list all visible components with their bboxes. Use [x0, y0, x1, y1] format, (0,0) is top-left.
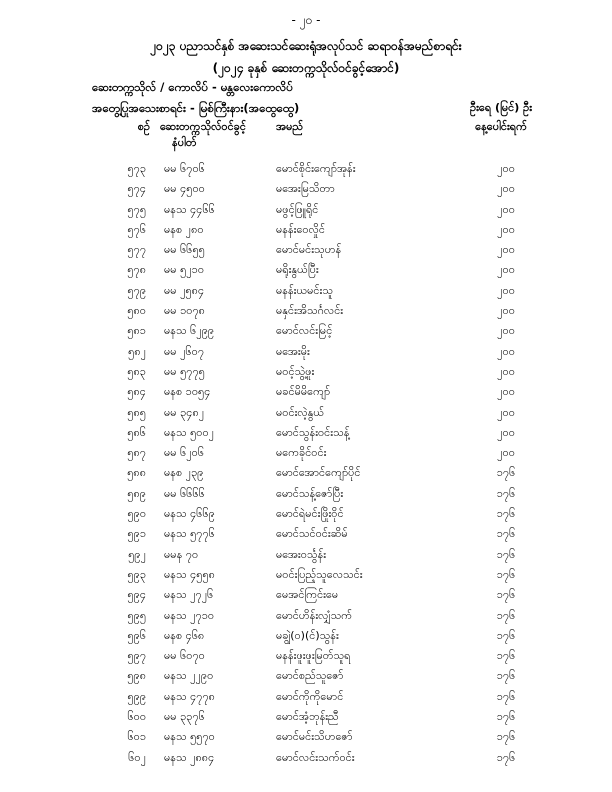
table-row: [0, 203, 612, 223]
row-registration: မနစ ၂၈၀: [164, 222, 204, 236]
table-row: [0, 629, 612, 649]
row-number: ၅၉၇: [127, 649, 146, 663]
row-name: မောင်ဟိန်းလျှံသက်: [276, 608, 353, 622]
row-number: ၆၀၂: [128, 750, 146, 764]
table-row: [0, 426, 612, 446]
row-number: ၅၉၄: [127, 588, 146, 602]
row-days: ၁၇၆: [496, 649, 516, 663]
row-name: မောင်သင်ဝင်းဆိမ်: [276, 527, 348, 541]
department-line: ဆေးတက္ကသိုလ် / ကောလိပ် - မန္တလေးကောလိပ်: [92, 80, 293, 94]
page-number: - ၂၀ -: [291, 13, 321, 27]
row-name: မဝင်းလဲ့နွယ်: [276, 405, 325, 419]
row-number: ၅၉၈: [127, 669, 146, 683]
table-row: [0, 730, 612, 750]
row-days: ၂၀၀: [497, 364, 515, 378]
row-registration: မမ ၁၀၇၈: [164, 304, 205, 318]
row-number: ၅၉၂: [128, 547, 146, 561]
table-row: [0, 609, 612, 629]
row-registration: မနသ ၆၂၉၉: [164, 324, 215, 338]
row-registration: မမ ၃၃၇၆: [164, 710, 205, 724]
row-days: ၁၇၆: [496, 466, 516, 480]
row-name: မောင်သွန်းဝင်းသန့်: [276, 425, 350, 439]
row-number: ၅၈၃: [127, 364, 146, 378]
table-body: [0, 162, 612, 771]
row-registration: မနစ ၄၆၈: [164, 628, 205, 642]
row-number: ၅၇၄: [127, 182, 146, 196]
row-days: ၁၇၆: [496, 486, 516, 500]
row-name: မနှင်းအိသင်္ဂလင်း: [276, 304, 344, 318]
row-name: မောင်ရဲမင်းဖြိုးဝိုင်: [276, 507, 344, 521]
row-days: ၂၀၀: [497, 344, 515, 358]
row-days: ၁၇၆: [496, 669, 516, 683]
row-name: မခင်မိမိကျော်: [276, 385, 331, 399]
row-days: ၂၀၀: [497, 162, 515, 175]
row-name: မဖွင့်ဖြူရိုင်: [276, 202, 319, 216]
row-registration: မနစ ၂၃၉: [164, 466, 204, 480]
row-days: ၁၇၆: [496, 628, 516, 642]
row-days: ၂၀၀: [497, 182, 515, 196]
row-registration: မမ ၂၅၈၄: [164, 283, 205, 297]
row-days: ၁၇၆: [496, 547, 516, 561]
row-name: မောင်လင်းမြင့်: [276, 324, 333, 338]
row-number: ၅၇၉: [127, 283, 146, 297]
row-number: ၅၇၈: [127, 263, 146, 277]
row-name: မောင်အံ့ဘုန်းညီ: [276, 710, 339, 724]
row-number: ၅၈၀: [127, 304, 146, 318]
row-number: ၅၇၇: [127, 243, 146, 257]
table-row: [0, 588, 612, 608]
row-name: မေအင်ကြင်းမေ: [276, 588, 339, 602]
table-row: [0, 324, 612, 344]
row-days: ၂၀၀: [497, 202, 515, 216]
table-row: [0, 710, 612, 730]
row-days: ၂၀၀: [497, 263, 515, 277]
table-row: [0, 406, 612, 426]
table-row: [0, 263, 612, 283]
row-registration: မနသ ၂၈၈၄: [164, 750, 215, 764]
row-number: ၅၉၆: [127, 628, 146, 642]
row-number: ၅၇၅: [127, 202, 146, 216]
row-number: ၆၀၁: [127, 730, 146, 744]
row-number: ၅၇၆: [127, 222, 146, 236]
row-name: မကေခိုင်ဝင်း: [276, 446, 327, 460]
row-name: မနန်းဖူးဖူးမြတ်သူရ: [276, 649, 351, 663]
table-row: [0, 284, 612, 304]
row-registration: မနသ ၄၇၇၈: [164, 689, 215, 703]
table-row: [0, 751, 612, 771]
row-number: ၅၉၃: [127, 567, 146, 581]
row-registration: မနသ ၅၅၇၀: [164, 730, 215, 744]
row-days: ၂၀၀: [497, 446, 515, 460]
table-row: [0, 182, 612, 202]
row-name: မရိုးနွယ်ပြီး: [276, 263, 319, 277]
row-days: ၁၇၆: [496, 750, 516, 764]
row-days: ၂၀၀: [497, 283, 515, 297]
row-name: မအေးမြသိတာ: [276, 182, 335, 196]
row-registration: မမ ၅၇၇၅: [164, 364, 205, 378]
row-name: မောင်ကိုကိုမောင်: [276, 689, 344, 703]
count-header: ဦးရေ (မြင်) ဦး: [469, 101, 533, 114]
document-title: ၂၀၂၃ ပညာသင်နှစ် အဆေးသင်ဆေးရုံအလုပ်သင် ဆရာဝန်အမည်စာရင်း: [150, 39, 462, 53]
row-name: မောင်မင်းသိဟဇော်: [276, 730, 353, 744]
row-days: ၂၀၀: [497, 324, 515, 338]
row-name: မောင်စည်သူဇော်: [276, 669, 344, 683]
row-days: ၁၇၆: [496, 689, 516, 703]
row-registration: မနသ ၄၅၅၈: [164, 567, 215, 581]
column-header-reg: ဆေးတက္ကသိုလ်ဝင်ခွင့်: [160, 120, 246, 133]
row-registration: မမန ၇၀: [164, 547, 199, 561]
row-days: ၂၀၀: [497, 243, 515, 257]
row-number: ၅၈၁: [127, 324, 146, 338]
column-header-name: အမည်: [276, 120, 304, 133]
row-registration: မမ ၆၂၀၆: [164, 446, 205, 460]
row-name: မနန်းယမင်းသူ: [276, 283, 333, 297]
row-name: မောင်မင်းသုဟန်: [276, 243, 342, 257]
row-name: မဝင့်သွဲ့ဖူး: [276, 364, 315, 378]
table-row: [0, 345, 612, 365]
table-row: [0, 385, 612, 405]
row-name: မနန်းဝေလှိုင်: [276, 222, 326, 236]
table-row: [0, 649, 612, 669]
table-row: [0, 243, 612, 263]
row-registration: မနသ ၂၇၂၆: [164, 588, 214, 602]
row-registration: မမ ၆၆၆၆: [164, 486, 205, 500]
table-row: [0, 568, 612, 588]
row-days: ၁၇၆: [496, 588, 516, 602]
row-registration: မမ ၂၆၀၇: [164, 344, 205, 358]
row-registration: မနသ ၄၄၆၆: [164, 202, 215, 216]
table-row: [0, 507, 612, 527]
table-row: [0, 365, 612, 385]
row-number: ၅၈၄: [127, 385, 146, 399]
table-row: [0, 304, 612, 324]
row-days: ၁၇၆: [496, 710, 516, 724]
row-days: ၂၀၀: [497, 405, 515, 419]
row-number: ၅၈၉: [127, 486, 146, 500]
column-header-no: စဉ်: [137, 120, 150, 133]
row-days: ၂၀၀: [497, 425, 515, 439]
row-registration: မနသ ၄၆၆၉: [164, 507, 215, 521]
row-number: ၅၇၃: [127, 162, 146, 175]
row-days: ၂၀၀: [497, 304, 515, 318]
row-name: မောင်လင်းသက်ဝင်း: [276, 750, 355, 764]
row-days: ၂၀၀: [497, 385, 515, 399]
region-line: အတွေ့ပြုအသေးစာရင်း - မြစ်ကြီးနား(အထွေထွေ): [92, 101, 300, 115]
row-registration: မနသ ၅၀၀၂: [164, 425, 215, 439]
row-days: ၁၇၆: [496, 608, 516, 622]
row-name: မောင်အောင်ကျော်ပိုင်: [276, 466, 361, 480]
row-name: မအေးမိုး: [276, 344, 310, 358]
row-registration: မမ ၅၂၁၀: [164, 263, 205, 277]
column-header-days: နေ့ပေါင်းရက်: [475, 120, 527, 133]
row-name: မအေးဝင်္သွန်း: [276, 547, 327, 561]
row-number: ၅၈၂: [128, 344, 146, 358]
row-number: ၅၉၅: [127, 608, 146, 622]
row-registration: မနသ ၂၂၉၀: [164, 669, 214, 683]
row-number: ၅၈၅: [127, 405, 146, 419]
table-row: [0, 690, 612, 710]
row-number: ၅၉၁: [127, 527, 146, 541]
table-row: [0, 669, 612, 689]
row-name: မဝင်းပြည့်သူလေသင်း: [276, 567, 363, 581]
row-number: ၅၉၉: [127, 689, 146, 703]
table-row: [0, 548, 612, 568]
table-row: [0, 487, 612, 507]
table-row: [0, 527, 612, 547]
row-registration: မမ ၆၆၅၅: [164, 243, 205, 257]
row-number: ၅၈၈: [127, 466, 146, 480]
row-number: ၆၀၀: [127, 710, 146, 724]
row-days: ၁၇၆: [496, 567, 516, 581]
row-number: ၅၈၇: [127, 446, 146, 460]
row-registration: မမ ၃၄၈၂: [164, 405, 205, 419]
row-name: မောင်စိုင်းကျော်အုန်း: [276, 162, 356, 175]
table-row: [0, 446, 612, 466]
row-number: ၅၈၆: [127, 425, 146, 439]
row-name: မောင်သန့်ဇော်ပြီး: [276, 486, 344, 500]
row-registration: မမ ၆၇၀၆: [164, 162, 205, 175]
row-registration: မမ ၆၀၇၀: [164, 649, 205, 663]
row-registration: မနစ ၁၀၅၄: [164, 385, 211, 399]
document-subtitle: (၂၀၂၄ ခုနှစ် ဆေးတက္ကသိုလ်ဝင်ခွင့်အောင်): [212, 61, 400, 75]
row-registration: မမ ၄၅၀၀: [164, 182, 205, 196]
row-name: မချွဲ(ဝ)(င်)သွန်း: [276, 628, 339, 642]
table-row: [0, 223, 612, 243]
row-number: ၅၉၀: [127, 507, 146, 521]
row-registration: မနသ ၅၇၇၆: [164, 527, 215, 541]
row-days: ၁၇၆: [496, 527, 516, 541]
row-registration: မနသ ၂၇၁၀: [164, 608, 215, 622]
row-days: ၂၀၀: [497, 222, 515, 236]
row-days: ၁၇၆: [496, 730, 516, 744]
row-days: ၁၇၆: [496, 507, 516, 521]
column-header-reg-line2: နံပါတ်: [172, 136, 197, 149]
table-row: [0, 162, 612, 182]
table-row: [0, 466, 612, 486]
